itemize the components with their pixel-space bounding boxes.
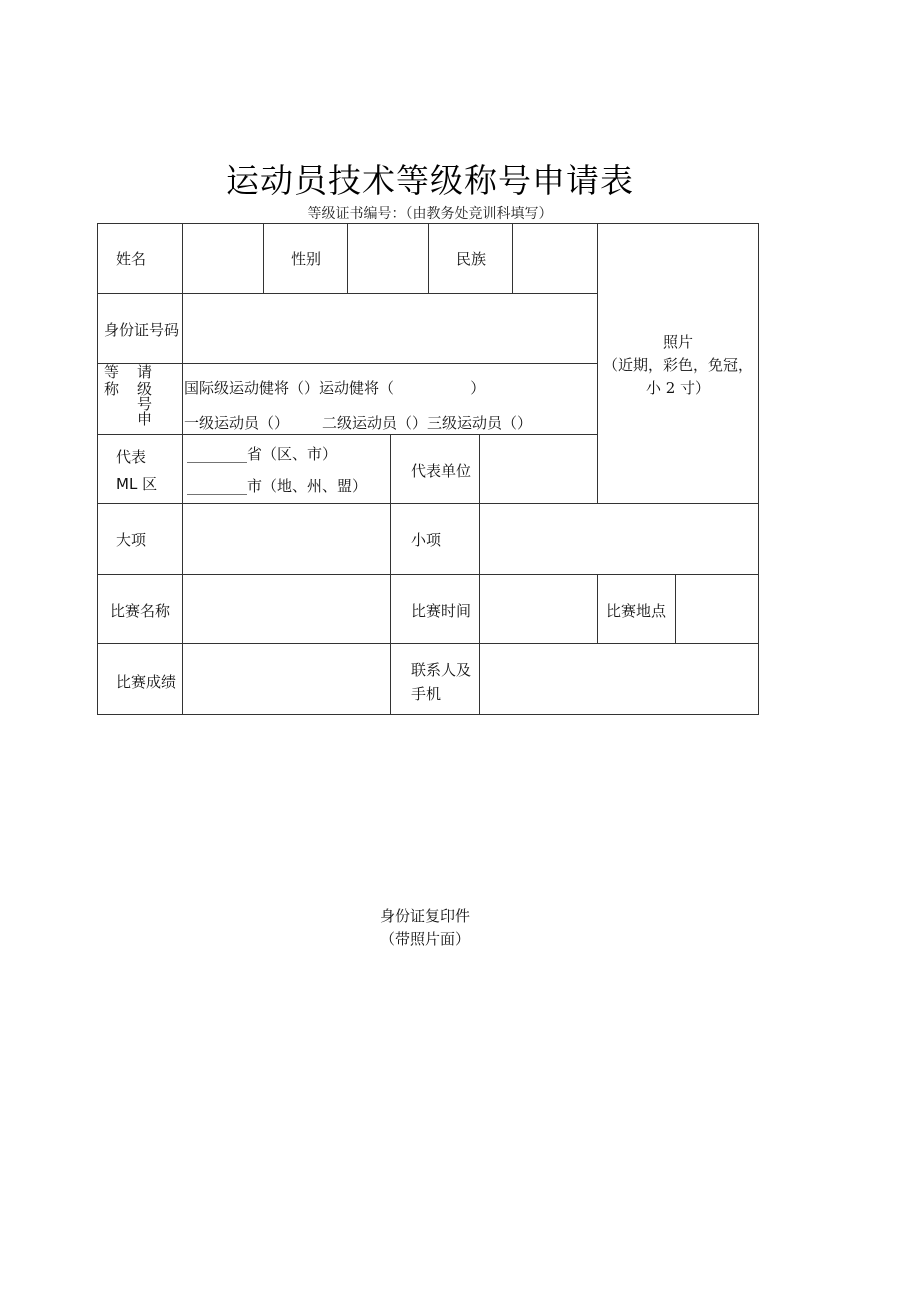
major-event-label: 大项 [116, 531, 147, 549]
row-divider [97, 643, 759, 644]
grade-label-char: 级 [137, 380, 153, 398]
competition-name-label: 比赛名称 [110, 602, 171, 620]
column-divider [390, 434, 391, 715]
table-border-left [97, 223, 98, 715]
row-divider [97, 574, 759, 575]
column-divider [479, 434, 480, 715]
column-divider [675, 574, 676, 644]
form-title: 运动员技术等级称号申请表 [226, 161, 634, 200]
grade-label-char: 等 [104, 363, 120, 381]
column-divider [428, 223, 429, 294]
competition-time-label: 比赛时间 [411, 602, 472, 620]
gender-label: 性别 [291, 250, 322, 268]
ethnicity-label: 民族 [456, 250, 487, 268]
id-copy-attachment [0, 905, 850, 951]
region-city: ________市（地、州、盟） [187, 477, 368, 495]
column-divider [182, 223, 183, 715]
table-border-right [758, 223, 759, 715]
region-province: ________省（区、市） [187, 445, 338, 463]
certificate-number-note: 等级证书编号：（由教务处竞训科填写） [307, 206, 553, 222]
column-divider [347, 223, 348, 294]
photo-label: 照片 [662, 333, 693, 351]
competition-result-label: 比赛成绩 [116, 673, 177, 691]
id-copy-label: 身份证复印件 [379, 907, 470, 925]
minor-event-label: 小项 [411, 531, 442, 549]
grade-options-line2b: 二级运动员（）三级运动员（） [322, 414, 533, 432]
grade-options-line1: 国际级运动健将（）运动健将（ ） [184, 379, 486, 397]
contact-label-line1: 联系人及 [411, 661, 472, 679]
grade-label-char: 申 [137, 410, 153, 428]
column-divider [512, 223, 513, 294]
competition-place-label: 比赛地点 [606, 602, 667, 620]
region-label-line1: 代表 [116, 448, 147, 466]
table-border-bottom [97, 714, 759, 715]
name-label: 姓名 [116, 250, 147, 268]
grade-label-char: 称 [104, 380, 120, 398]
id-number-label: 身份证号码 [104, 321, 180, 339]
contact-label-line2: 手机 [411, 685, 442, 703]
region-label-line2: ML 区 [116, 475, 158, 493]
id-copy-note: （带照片面） [379, 930, 470, 948]
grade-label-char: 号 [137, 395, 153, 413]
row-divider [97, 503, 759, 504]
row-divider [97, 363, 598, 364]
row-divider [97, 434, 598, 435]
column-divider [263, 223, 264, 294]
grade-options-line2a: 一级运动员（） [184, 414, 290, 432]
photo-note-line2: 小 2 寸） [645, 379, 711, 397]
representing-unit-label: 代表单位 [411, 462, 472, 480]
photo-note-line1: （近期，彩色，免冠， [602, 356, 753, 374]
column-divider [597, 574, 598, 644]
grade-label-char: 请 [137, 363, 153, 381]
